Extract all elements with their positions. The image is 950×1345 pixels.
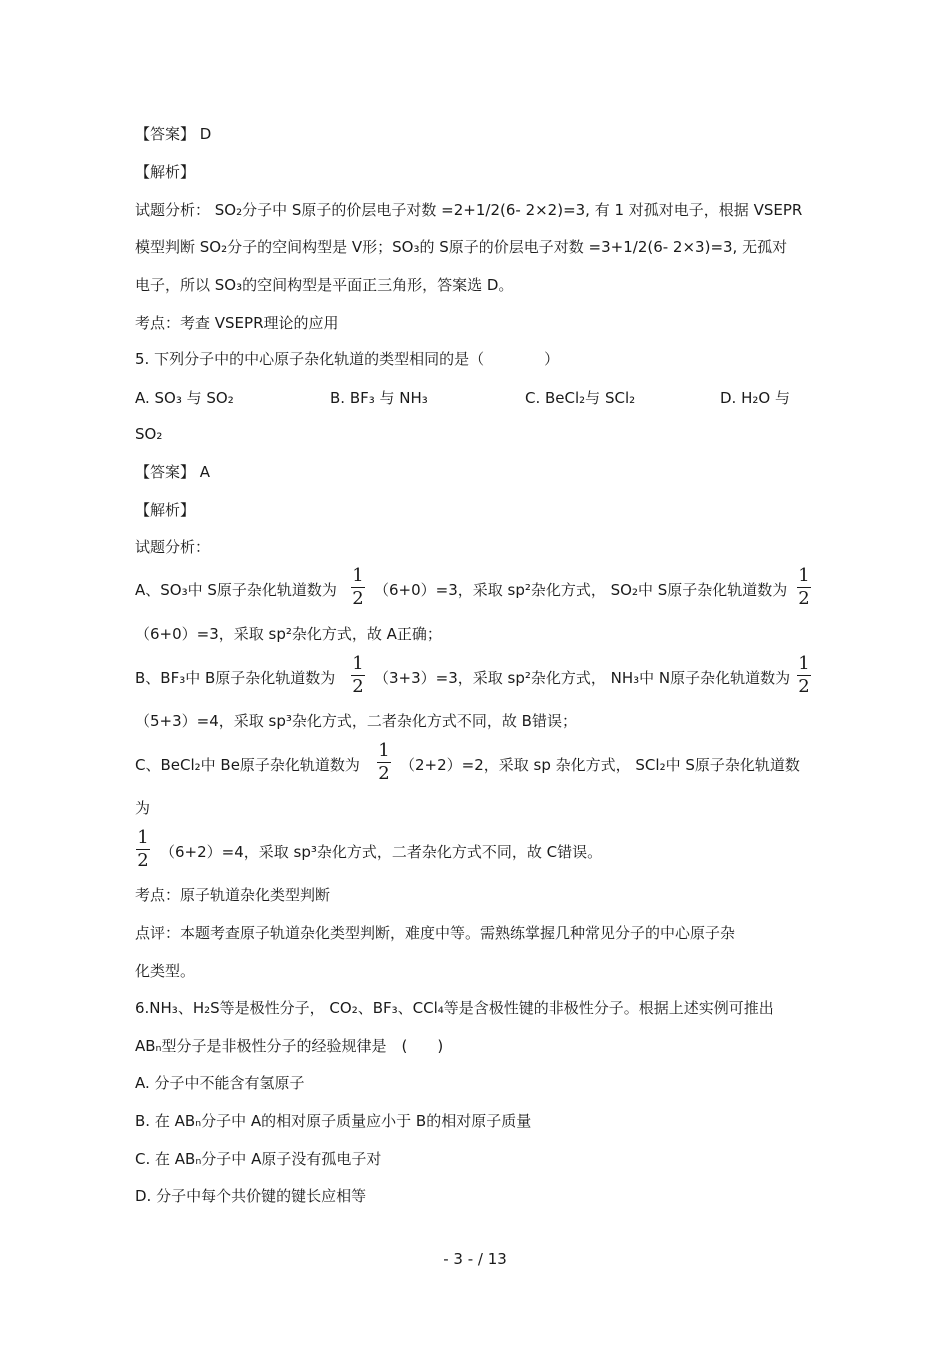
q4-point: 考点：考查 VSEPR理论的应用 <box>135 314 339 332</box>
fraction-half: 1 2 <box>352 565 364 609</box>
fraction-half: 1 2 <box>352 653 364 697</box>
page-number: - 3 - / 13 <box>443 1250 507 1268</box>
q6-stem-line2: ABₙ型分子是非极性分子的经验规律是 ( ) <box>135 1037 444 1055</box>
q5-stem: 5. 下列分子中的中心原子杂化轨道的类型相同的是（ ） <box>135 350 560 368</box>
q5-c-part1: C、BeCl₂中 Be原子杂化轨道数为 <box>135 756 360 774</box>
fraction-half: 1 2 <box>137 827 149 871</box>
fraction-half: 1 2 <box>798 565 810 609</box>
q5-b-part2: （3+3）=3，采取 sp²杂化方式， NH₃中 N原子杂化轨道数为 <box>374 669 791 687</box>
q5-answer: 【答案】 A <box>135 463 211 481</box>
q5-comment-line2: 化类型。 <box>135 962 196 980</box>
q5-option-c: C. BeCl₂与 SCl₂ <box>525 389 636 407</box>
q5-analysis-label: 【解析】 <box>135 501 196 519</box>
q4-analysis-line3: 电子，所以 SO₃的空间构型是平面正三角形，答案选 D。 <box>135 276 514 294</box>
q6-option-c: C. 在 ABₙ分子中 A原子没有孤电子对 <box>135 1150 382 1168</box>
q5-a-part3: （6+0）=3，采取 sp²杂化方式，故 A正确； <box>135 625 442 643</box>
q6-option-b: B. 在 ABₙ分子中 A的相对原子质量应小于 B的相对原子质量 <box>135 1112 532 1130</box>
q4-analysis-line2: 模型判断 SO₂分子的空间构型是 V形；SO₃的 S原子的价层电子对数 =3+1/2(6- 2×3)=3, 无孤对 <box>135 238 788 256</box>
fraction-half: 1 2 <box>798 653 810 697</box>
q5-comment-line1: 点评：本题考查原子轨道杂化类型判断，难度中等。需熟练掌握几种常见分子的中心原子杂 <box>135 924 736 942</box>
q5-option-d-cont: SO₂ <box>135 425 163 443</box>
q5-option-b: B. BF₃ 与 NH₃ <box>330 389 428 407</box>
q5-option-a: A. SO₃ 与 SO₂ <box>135 389 234 407</box>
q5-c-part2: （2+2）=2，采取 sp 杂化方式， SCl₂中 S原子杂化轨道数 <box>400 756 800 774</box>
q5-option-d: D. H₂O 与 <box>720 389 790 407</box>
q4-analysis-line1: 试题分析： SO₂分子中 S原子的价层电子对数 =2+1/2(6- 2×2)=3, 有 1 对孤对电子，根据 VSEPR <box>135 201 803 219</box>
q6-option-a: A. 分子中不能含有氢原子 <box>135 1074 305 1092</box>
q5-a-part1: A、SO₃中 S原子杂化轨道数为 <box>135 581 337 599</box>
fraction-half: 1 2 <box>378 740 390 784</box>
q6-option-d: D. 分子中每个共价键的键长应相等 <box>135 1187 367 1205</box>
q5-c-part4: （6+2）=4，采取 sp³杂化方式，二者杂化方式不同，故 C错误。 <box>160 843 603 861</box>
q6-stem-line1: 6.NH₃、H₂S等是极性分子， CO₂、BF₃、CCl₄等是含极性键的非极性分子。根据上述实例可推出 <box>135 999 774 1017</box>
q4-answer: 【答案】 D <box>135 125 212 143</box>
q5-a-part2: （6+0）=3，采取 sp²杂化方式， SO₂中 S原子杂化轨道数为 <box>374 581 788 599</box>
q5-b-part3: （5+3）=4，采取 sp³杂化方式，二者杂化方式不同，故 B错误； <box>135 712 577 730</box>
q5-b-part1: B、BF₃中 B原子杂化轨道数为 <box>135 669 336 687</box>
q5-c-part3: 为 <box>135 799 151 817</box>
q5-analysis-intro: 试题分析： <box>135 538 211 556</box>
q4-analysis-label: 【解析】 <box>135 163 196 181</box>
q5-point: 考点：原子轨道杂化类型判断 <box>135 886 331 904</box>
